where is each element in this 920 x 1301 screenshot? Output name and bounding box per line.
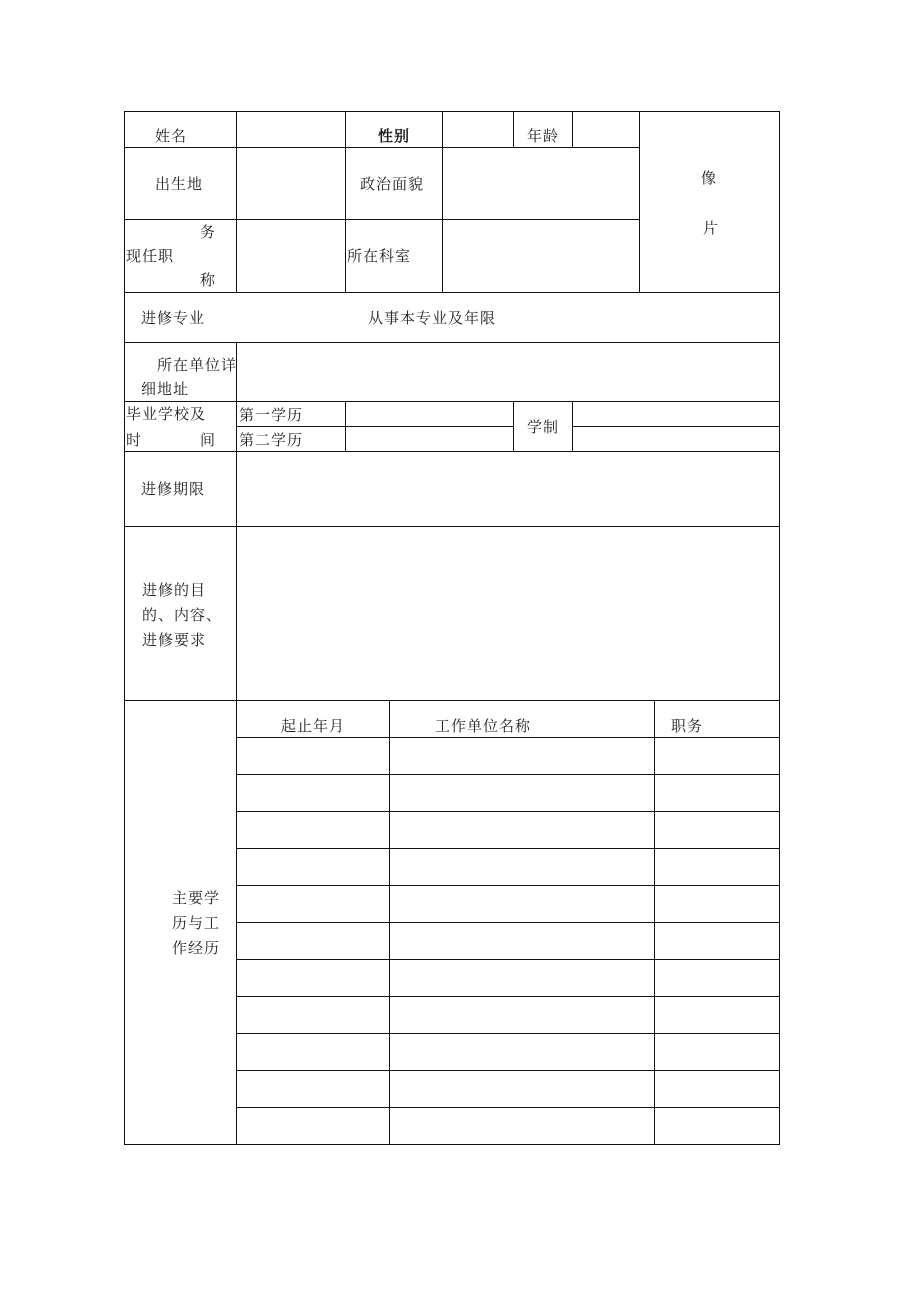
department-label: 所在科室 bbox=[347, 247, 412, 265]
history-column-dates: 起止年月 bbox=[281, 717, 346, 735]
study-period-label: 进修期限 bbox=[141, 480, 206, 498]
rule bbox=[237, 811, 780, 812]
experience-label: 从事本专业及年限 bbox=[368, 309, 497, 327]
rule bbox=[124, 700, 780, 701]
rule bbox=[237, 1107, 780, 1108]
rule bbox=[513, 111, 514, 148]
rule bbox=[237, 426, 513, 427]
rule bbox=[237, 774, 780, 775]
rule bbox=[237, 737, 780, 738]
photo-label: 像 bbox=[701, 169, 718, 187]
rule bbox=[237, 996, 780, 997]
position-label: 现任职 bbox=[126, 247, 175, 265]
political-status-label: 政治面貌 bbox=[360, 175, 425, 193]
rule bbox=[124, 111, 780, 112]
address-label: 所在单位详 bbox=[157, 356, 238, 374]
rule bbox=[124, 451, 780, 452]
rule bbox=[442, 111, 443, 293]
first-degree-label: 第一学历 bbox=[239, 406, 304, 424]
rule bbox=[124, 342, 780, 343]
photo-label: 片 bbox=[703, 219, 720, 237]
position-label: 称 bbox=[200, 271, 217, 289]
rule bbox=[124, 147, 640, 148]
history-column-title: 职务 bbox=[671, 717, 704, 735]
school-label: 间 bbox=[200, 431, 217, 449]
name-label: 姓名 bbox=[155, 127, 188, 145]
age-label: 年龄 bbox=[527, 127, 560, 145]
history-column-employer: 工作单位名称 bbox=[435, 717, 532, 735]
history-label: 历与工 bbox=[172, 914, 221, 932]
rule bbox=[389, 700, 390, 1145]
school-label: 毕业学校及 bbox=[126, 405, 207, 423]
rule bbox=[237, 959, 780, 960]
rule bbox=[573, 426, 780, 427]
rule bbox=[237, 922, 780, 923]
birthplace-label: 出生地 bbox=[155, 175, 204, 193]
rule bbox=[124, 1144, 780, 1145]
address-label: 细地址 bbox=[141, 380, 190, 398]
second-degree-label: 第二学历 bbox=[239, 431, 304, 449]
history-label: 主要学 bbox=[172, 889, 221, 907]
history-label: 作经历 bbox=[172, 939, 221, 957]
rule bbox=[779, 111, 780, 1145]
rule bbox=[124, 219, 640, 220]
rule bbox=[237, 1033, 780, 1034]
purpose-label: 的、内容、 bbox=[142, 606, 223, 624]
rule bbox=[237, 848, 780, 849]
schooling-label: 学制 bbox=[527, 418, 560, 436]
purpose-label: 进修的目 bbox=[142, 581, 207, 599]
rule bbox=[237, 885, 780, 886]
rule bbox=[654, 700, 655, 1145]
school-label: 时 bbox=[126, 431, 143, 449]
rule bbox=[124, 401, 780, 402]
rule bbox=[639, 111, 640, 293]
rule bbox=[572, 401, 573, 452]
rule bbox=[124, 111, 125, 1145]
rule bbox=[345, 111, 346, 293]
rule bbox=[513, 401, 514, 452]
rule bbox=[124, 526, 780, 527]
position-label: 务 bbox=[200, 223, 217, 241]
major-label: 进修专业 bbox=[141, 309, 206, 327]
rule bbox=[237, 1070, 780, 1071]
gender-label: 性别 bbox=[378, 127, 411, 145]
purpose-label: 进修要求 bbox=[142, 631, 207, 649]
rule bbox=[345, 401, 346, 452]
rule bbox=[236, 342, 237, 1145]
rule bbox=[124, 292, 780, 293]
rule bbox=[572, 111, 573, 148]
rule bbox=[236, 111, 237, 293]
